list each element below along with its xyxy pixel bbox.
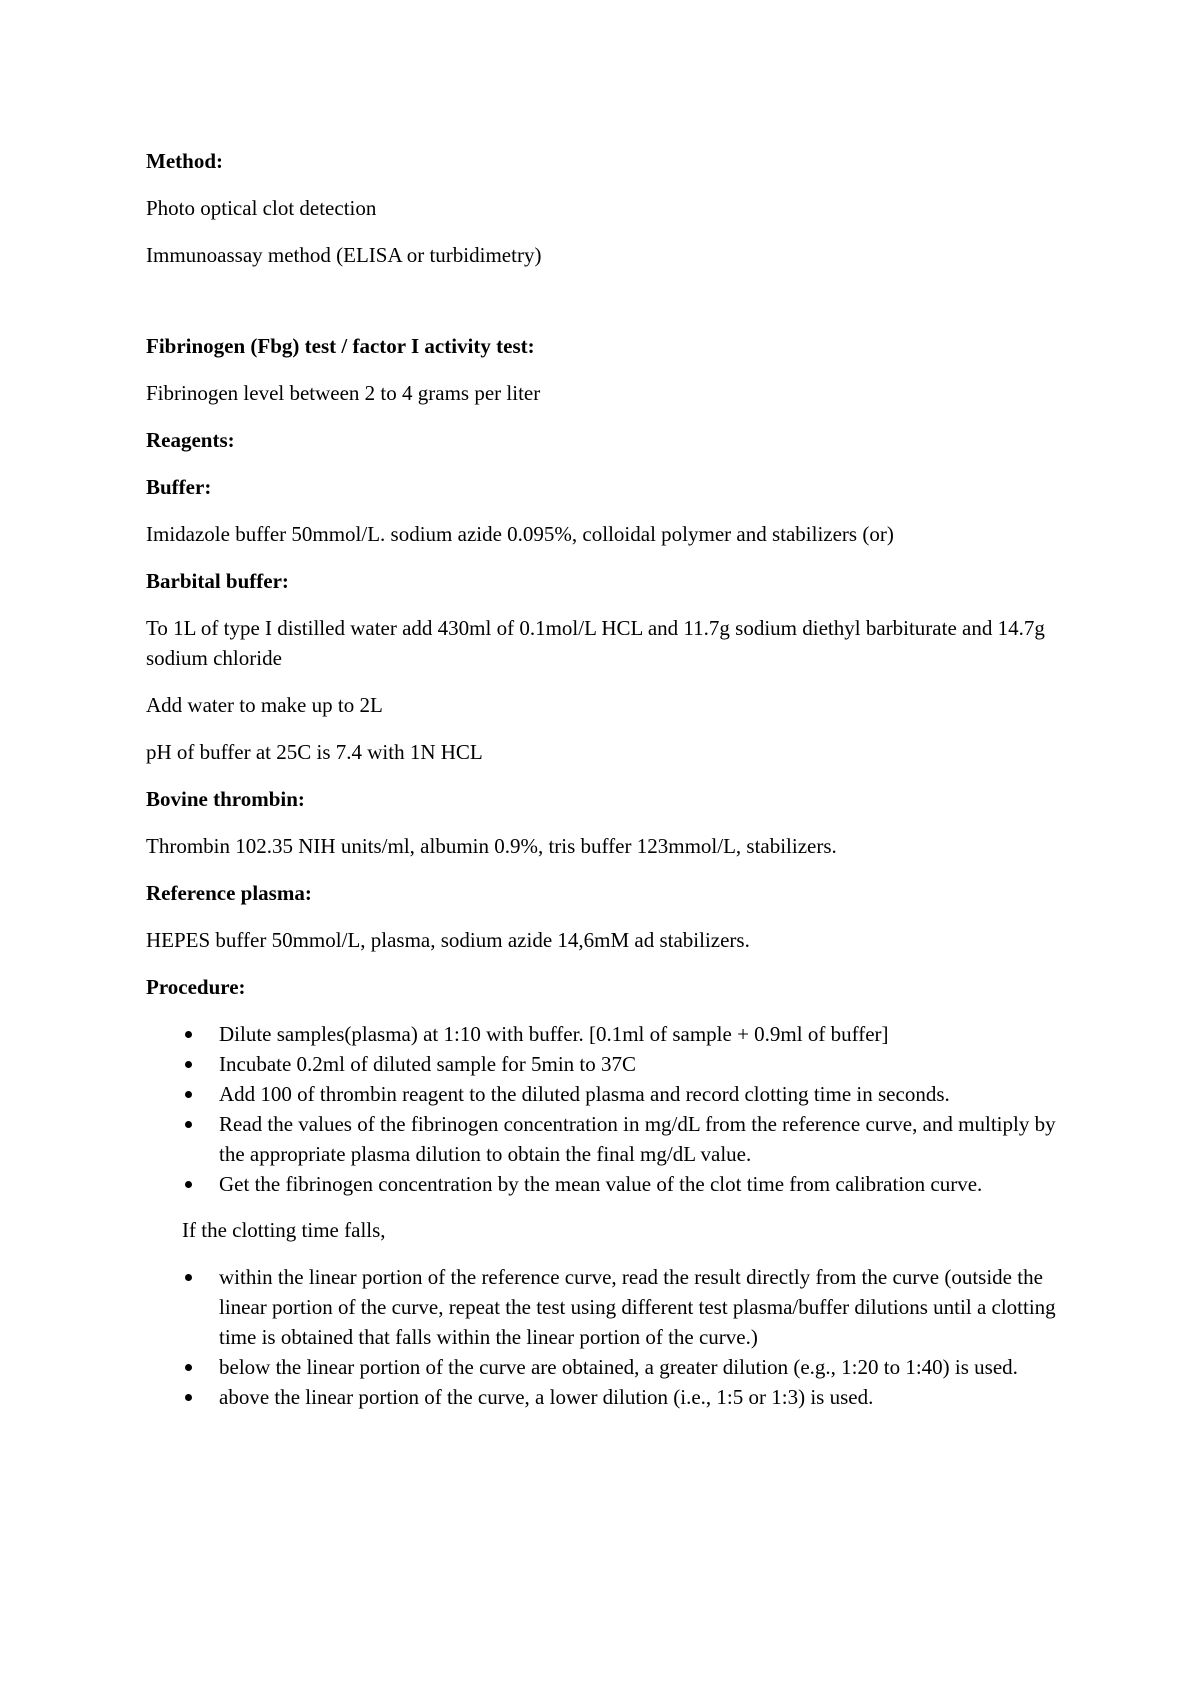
clotting-case [146,1262,1066,1352]
clotting-case-text: below the linear portion of the curve are obtained, a greater dilution (e.g., 1:20 to 1:40) is used. [219,1355,1018,1379]
thrombin-text: Thrombin 102.35 NIH units/ml, albumin 0.9%, tris buffer 123mmol/L, stabilizers. [146,834,837,858]
procedure-step-text: Incubate 0.2ml of diluted sample for 5min to 37C [219,1052,637,1076]
bullet-dot-icon [185,1091,192,1098]
fibrinogen-heading: Fibrinogen (Fbg) test / factor I activity test: [146,334,535,358]
procedure-heading: Procedure: [146,975,246,999]
clotting-case-text: within the linear portion of the reference curve, read the result directly from the curve (outside the linear portion of the curve, repeat the test using different test plasma/buffer dilutions until a clotting time is obtained that falls within the linear portion of the curve.) [219,1265,1056,1349]
bullet-dot-icon [185,1121,192,1128]
procedure-step-text: Get the fibrinogen concentration by the mean value of the clot time from calibration curve. [219,1172,983,1196]
clotting-case [146,1382,1066,1412]
barbital-line-2: Add water to make up to 2L [146,693,383,717]
fibrinogen-level: Fibrinogen level between 2 to 4 grams per liter [146,381,541,405]
bullet-dot-icon [185,1031,192,1038]
clotting-case [146,1352,1066,1382]
method-item-photo-optical: Photo optical clot detection [146,196,377,220]
buffer-heading: Buffer: [146,475,212,499]
clotting-cases-list [146,1262,1066,1412]
bullet-dot-icon [185,1394,192,1401]
method-heading: Method: [146,149,223,173]
procedure-step-text: Read the values of the fibrinogen concentration in mg/dL from the reference curve, and multiply by the appropriate plasma dilution to obtain the final mg/dL value. [219,1112,1056,1166]
barbital-line-1: To 1L of type I distilled water add 430ml of 0.1mol/L HCL and 11.7g sodium diethyl barbiturate and 14.7g sodium chloride [146,616,1045,670]
reference-text: HEPES buffer 50mmol/L, plasma, sodium azide 14,6mM ad stabilizers. [146,928,750,952]
reagents-heading: Reagents: [146,428,235,452]
section-gap [146,287,1066,331]
method-item-immunoassay: Immunoassay method (ELISA or turbidimetry) [146,243,542,267]
procedure-step [146,1079,1066,1109]
barbital-heading: Barbital buffer: [146,569,289,593]
clotting-intro: If the clotting time falls, [182,1218,386,1242]
procedure-step [146,1109,1066,1169]
reference-heading: Reference plasma: [146,881,312,905]
document-page [146,146,1066,1428]
barbital-line-3: pH of buffer at 25C is 7.4 with 1N HCL [146,740,483,764]
bullet-dot-icon [185,1181,192,1188]
procedure-list [146,1019,1066,1199]
procedure-step [146,1019,1066,1049]
buffer-text: Imidazole buffer 50mmol/L. sodium azide 0.095%, colloidal polymer and stabilizers (or) [146,522,894,546]
bullet-dot-icon [185,1274,192,1281]
bullet-dot-icon [185,1364,192,1371]
thrombin-heading: Bovine thrombin: [146,787,305,811]
procedure-step-text: Add 100 of thrombin reagent to the diluted plasma and record clotting time in seconds. [219,1082,950,1106]
procedure-step [146,1169,1066,1199]
clotting-case-text: above the linear portion of the curve, a lower dilution (i.e., 1:5 or 1:3) is used. [219,1385,874,1409]
procedure-step [146,1049,1066,1079]
bullet-dot-icon [185,1061,192,1068]
procedure-step-text: Dilute samples(plasma) at 1:10 with buffer. [0.1ml of sample + 0.9ml of buffer] [219,1022,889,1046]
